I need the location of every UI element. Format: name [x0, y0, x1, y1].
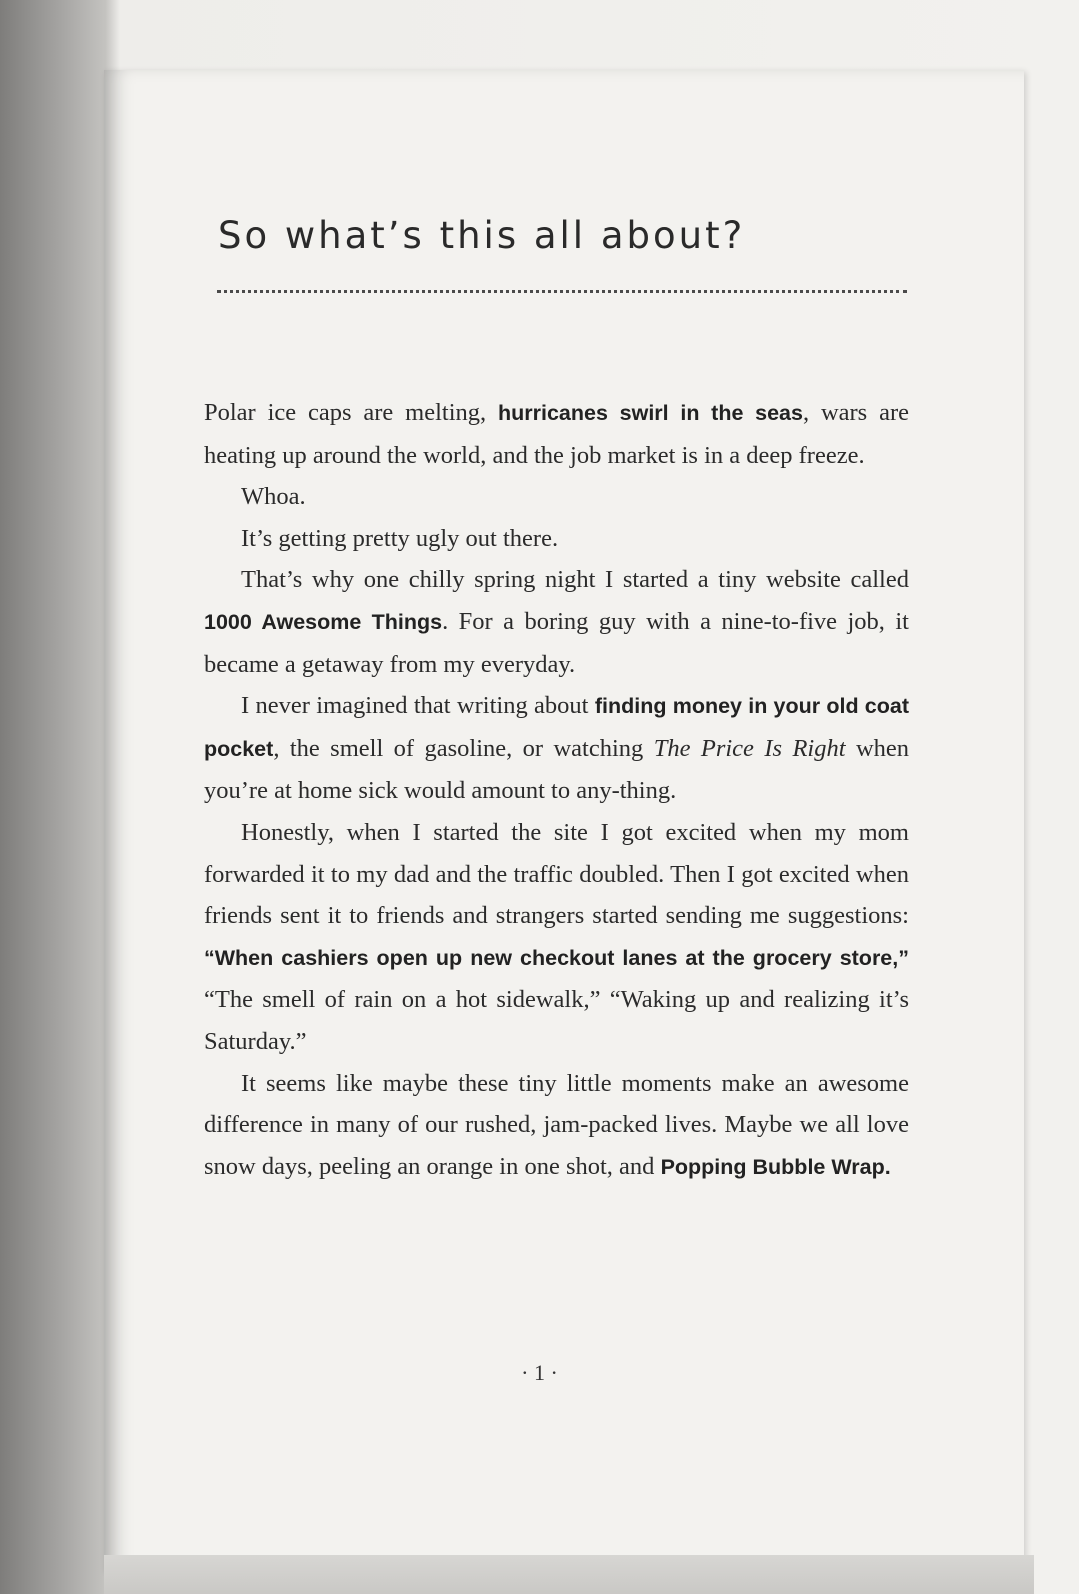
- paragraph: [204, 812, 909, 1063]
- bold-phrase: 1000 Awesome Things: [204, 609, 443, 634]
- paragraph: [204, 518, 909, 560]
- bold-phrase: “When cashiers open up new checkout lanes at the grocery store,”: [204, 945, 909, 970]
- text-run: It’s getting pretty ugly out there.: [241, 524, 559, 552]
- bold-phrase: hurricanes swirl in the seas: [498, 401, 803, 425]
- text-run: Honestly, when I started the site I got excited when my mom forwarded it to my dad and the traffic doubled. Then I got excited when friends sent it to friends and strangers started sending me suggestions:: [204, 818, 909, 930]
- bold-phrase: Popping Bubble Wrap.: [660, 1154, 891, 1179]
- paragraph: [204, 1063, 909, 1189]
- page-bottom-edge: [104, 1555, 1034, 1594]
- page-number: · 1 ·: [521, 1360, 558, 1385]
- chapter-heading: So what’s this all about?: [218, 214, 746, 257]
- text-run: . For a boring guy with a nine-to-five job, it became a getaway from my everyday.: [204, 607, 909, 678]
- text-run: I never imagined that writing about: [241, 692, 595, 720]
- italic-title: The Price Is Right: [653, 734, 846, 762]
- text-run: Whoa.: [241, 483, 306, 511]
- text-run: “The smell of rain on a hot sidewalk,” “Waking up and realizing it’s Saturday.”: [204, 986, 909, 1055]
- text-run: That’s why one chilly spring night I started a tiny website called: [241, 566, 909, 594]
- paragraph: [204, 392, 909, 476]
- text-run: when you’re at home sick would amount to any-thing.: [204, 734, 910, 805]
- text-run: , wars are heating up around the world, and the job market is in a deep freeze.: [204, 399, 909, 469]
- book-spine-shadow: [0, 0, 120, 1594]
- paragraph: [204, 476, 909, 518]
- body-text: [204, 392, 909, 1188]
- text-run: Polar ice caps are melting,: [204, 399, 498, 426]
- bold-phrase: finding money in your old coat pocket: [204, 694, 909, 761]
- dotted-divider: [217, 290, 907, 293]
- paragraph: [204, 559, 909, 685]
- text-run: , the smell of gasoline, or watching: [273, 734, 654, 762]
- paragraph: [204, 685, 909, 812]
- text-run: It seems like maybe these tiny little moments make an awesome difference in many of our rushed, jam-packed lives. Maybe we all love snow days, peeling an orange in one shot, and: [204, 1069, 909, 1180]
